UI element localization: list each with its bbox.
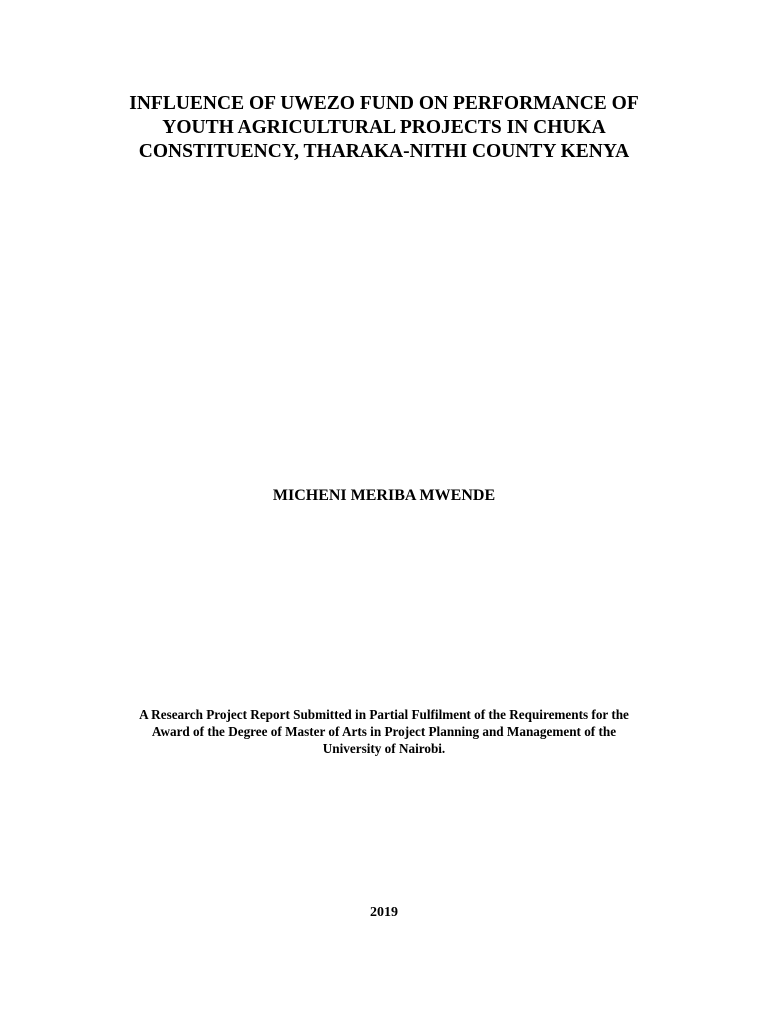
statement-line: Award of the Degree of Master of Arts in Project Planning and Management of the (151, 724, 617, 739)
title-line: CONSTITUENCY, THARAKA-NITHI COUNTY KENYA (138, 141, 630, 162)
statement-line: University of Nairobi. (322, 741, 446, 756)
title-line: INFLUENCE OF UWEZO FUND ON PERFORMANCE OF (129, 93, 639, 114)
statement-line: A Research Project Report Submitted in Partial Fulfilment of the Requirements for the (139, 707, 629, 722)
title-line: YOUTH AGRICULTURAL PROJECTS IN CHUKA (162, 117, 606, 138)
submission-year: 2019 (370, 905, 398, 920)
author-name: MICHENI MERIBA MWENDE (272, 487, 496, 504)
submission-statement (0, 706, 768, 757)
document-title (0, 92, 768, 164)
